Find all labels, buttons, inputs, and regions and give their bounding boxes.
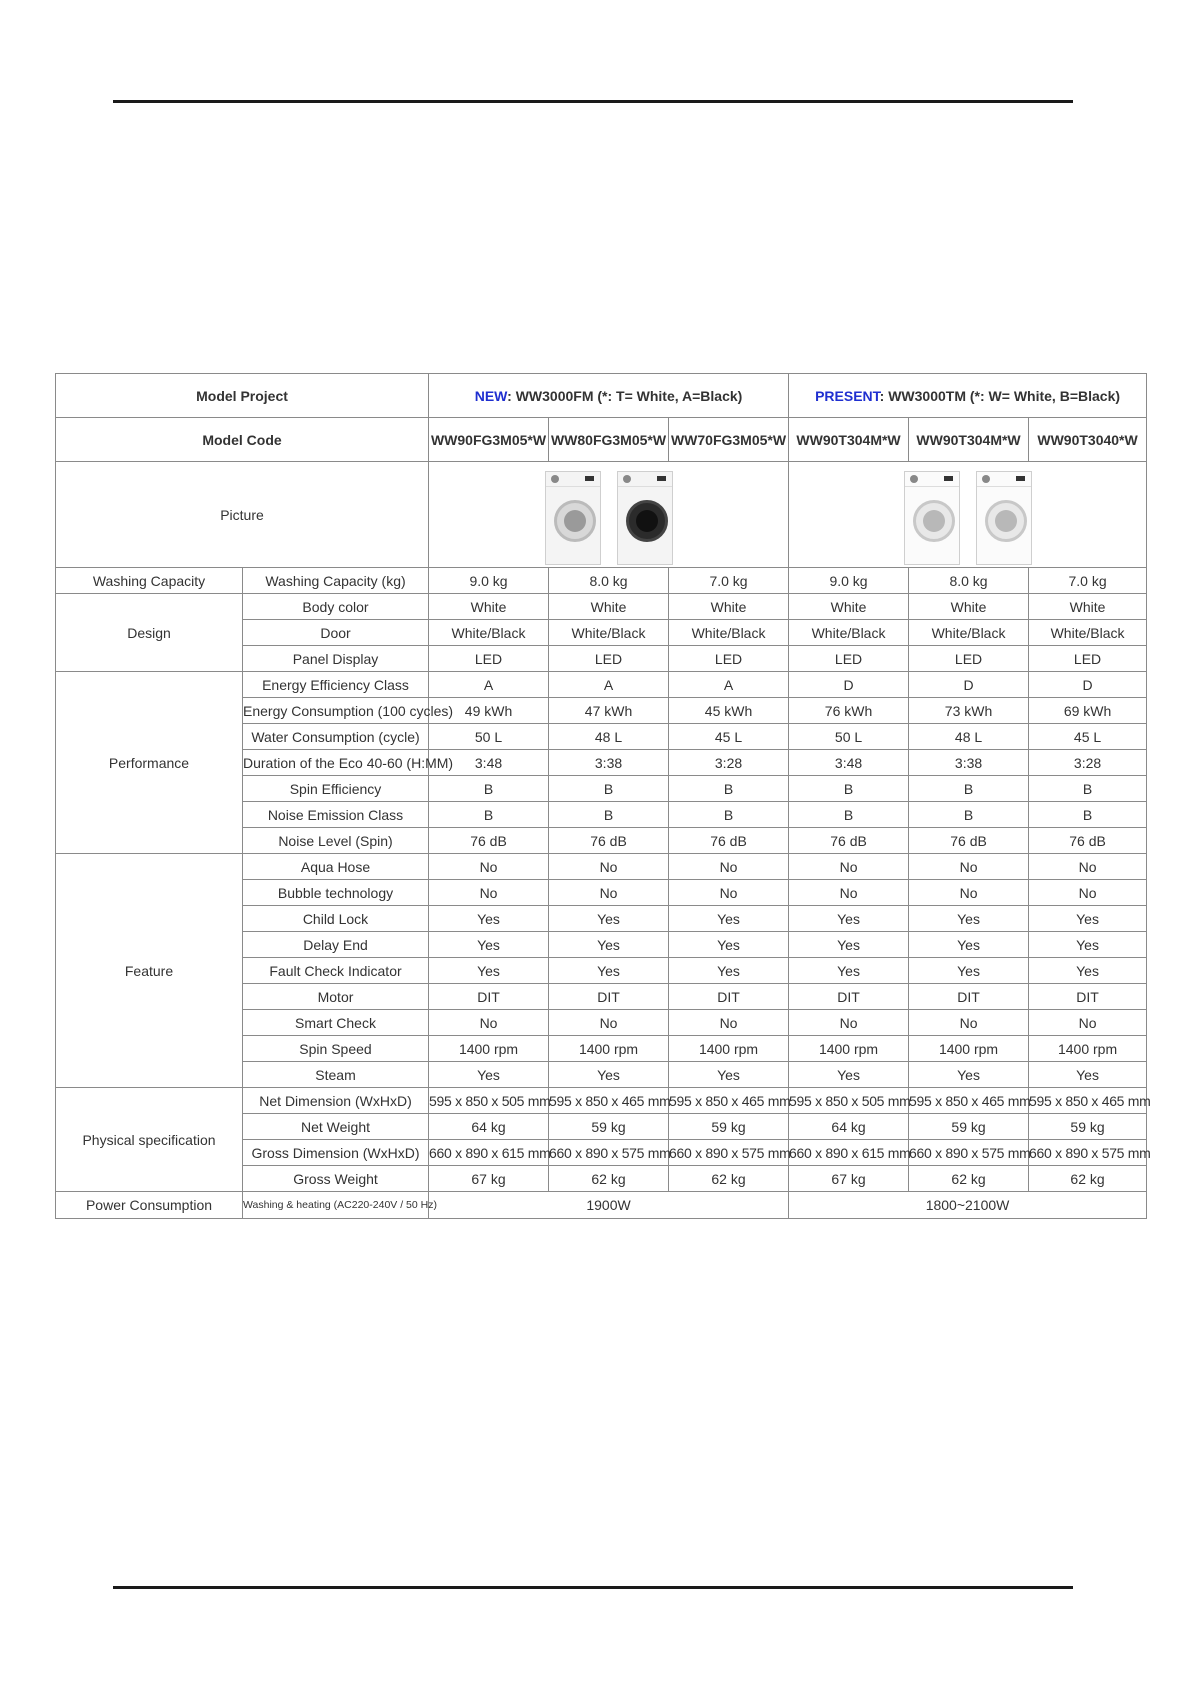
spec-value: 660 x 890 x 575 mm [909, 1140, 1029, 1166]
spec-label: Door [243, 620, 429, 646]
spec-label: Fault Check Indicator [243, 958, 429, 984]
spec-value: Yes [1029, 906, 1147, 932]
spec-value: 50 L [789, 724, 909, 750]
power-new-value: 1900W [429, 1192, 789, 1219]
spec-row [56, 854, 1147, 880]
spec-value: 3:48 [429, 750, 549, 776]
spec-label: Steam [243, 1062, 429, 1088]
spec-value: B [1029, 802, 1147, 828]
spec-value: 62 kg [549, 1166, 669, 1192]
spec-value: 45 kWh [669, 698, 789, 724]
spec-value: No [1029, 880, 1147, 906]
spec-label: Spin Efficiency [243, 776, 429, 802]
spec-value: 1400 rpm [429, 1036, 549, 1062]
spec-value: 49 kWh [429, 698, 549, 724]
spec-value: Yes [429, 932, 549, 958]
spec-label: Panel Display [243, 646, 429, 672]
power-label: Washing & heating (AC220-240V / 50 Hz) [243, 1192, 429, 1219]
spec-value: A [669, 672, 789, 698]
spec-value: 76 dB [789, 828, 909, 854]
model-code-cell: WW90T304M*W [789, 418, 909, 462]
new-models-picture [429, 462, 789, 568]
present-project-header [789, 374, 1147, 418]
spec-value: 660 x 890 x 575 mm [1029, 1140, 1147, 1166]
spec-comparison-table [55, 373, 1151, 1219]
section-washing: Washing Capacity [56, 568, 243, 594]
spec-value: 59 kg [549, 1114, 669, 1140]
model-code-label: Model Code [56, 418, 429, 462]
power-present-value: 1800~2100W [789, 1192, 1147, 1219]
spec-value: White [429, 594, 549, 620]
spec-row [56, 594, 1147, 620]
spec-value: D [789, 672, 909, 698]
spec-value: 660 x 890 x 615 mm [789, 1140, 909, 1166]
spec-label: Gross Weight [243, 1166, 429, 1192]
spec-value: White/Black [789, 620, 909, 646]
spec-value: 76 dB [429, 828, 549, 854]
spec-value: Yes [789, 932, 909, 958]
washer-white-image [545, 471, 601, 565]
spec-value: Yes [429, 958, 549, 984]
section-performance: Performance [56, 672, 243, 854]
spec-value: No [1029, 854, 1147, 880]
spec-label: Net Dimension (WxHxD) [243, 1088, 429, 1114]
spec-label: Spin Speed [243, 1036, 429, 1062]
model-project-label: Model Project [56, 374, 429, 418]
spec-value: 69 kWh [1029, 698, 1147, 724]
spec-value: Yes [549, 958, 669, 984]
section-design: Design [56, 594, 243, 672]
spec-value: White [549, 594, 669, 620]
spec-value: 595 x 850 x 505 mm [789, 1088, 909, 1114]
spec-value: 47 kWh [549, 698, 669, 724]
spec-value: A [429, 672, 549, 698]
washer-present-black-door-image [976, 471, 1032, 565]
spec-value: No [549, 854, 669, 880]
spec-value: DIT [909, 984, 1029, 1010]
spec-value: 1400 rpm [549, 1036, 669, 1062]
picture-label: Picture [56, 462, 429, 568]
spec-value: 3:28 [1029, 750, 1147, 776]
spec-value: 73 kWh [909, 698, 1029, 724]
spec-value: DIT [789, 984, 909, 1010]
spec-value: 76 kWh [789, 698, 909, 724]
spec-value: 1400 rpm [669, 1036, 789, 1062]
spec-value: LED [1029, 646, 1147, 672]
spec-value: No [789, 1010, 909, 1036]
spec-label: Body color [243, 594, 429, 620]
spec-value: 1400 rpm [789, 1036, 909, 1062]
spec-value: 3:38 [909, 750, 1029, 776]
spec-value: Yes [429, 906, 549, 932]
spec-value: 3:48 [789, 750, 909, 776]
spec-value: B [549, 776, 669, 802]
spec-label: Noise Emission Class [243, 802, 429, 828]
spec-value: Yes [909, 932, 1029, 958]
section-power: Power Consumption [56, 1192, 243, 1219]
spec-value: 45 L [669, 724, 789, 750]
spec-value: No [669, 1010, 789, 1036]
spec-value: No [549, 1010, 669, 1036]
spec-value: No [909, 1010, 1029, 1036]
spec-value: Yes [909, 906, 1029, 932]
spec-value: 67 kg [789, 1166, 909, 1192]
spec-value: D [909, 672, 1029, 698]
model-code-cell: WW90T3040*W [1029, 418, 1147, 462]
spec-value: White/Black [909, 620, 1029, 646]
spec-value: No [549, 880, 669, 906]
spec-label: Gross Dimension (WxHxD) [243, 1140, 429, 1166]
spec-value: 48 L [549, 724, 669, 750]
spec-value: D [1029, 672, 1147, 698]
spec-value: B [549, 802, 669, 828]
spec-label: Duration of the Eco 40-60 (H:MM) [243, 750, 429, 776]
spec-value: No [789, 854, 909, 880]
spec-value: White/Black [669, 620, 789, 646]
spec-value: B [909, 802, 1029, 828]
spec-row [56, 672, 1147, 698]
spec-value: 3:28 [669, 750, 789, 776]
spec-value: 1400 rpm [909, 1036, 1029, 1062]
spec-value: Yes [1029, 1062, 1147, 1088]
spec-value: 76 dB [909, 828, 1029, 854]
new-project-text: : WW3000FM (*: T= White, A=Black) [507, 387, 743, 404]
spec-label: Smart Check [243, 1010, 429, 1036]
spec-value: DIT [669, 984, 789, 1010]
spec-row [56, 1088, 1147, 1114]
spec-value: No [1029, 1010, 1147, 1036]
spec-label: Child Lock [243, 906, 429, 932]
spec-value: Yes [789, 1062, 909, 1088]
spec-value: A [549, 672, 669, 698]
spec-value: LED [669, 646, 789, 672]
spec-value: B [669, 776, 789, 802]
spec-value: LED [429, 646, 549, 672]
spec-value: 595 x 850 x 505 mm [429, 1088, 549, 1114]
spec-label: Noise Level (Spin) [243, 828, 429, 854]
spec-label: Motor [243, 984, 429, 1010]
spec-value: 595 x 850 x 465 mm [909, 1088, 1029, 1114]
spec-value: 1400 rpm [1029, 1036, 1147, 1062]
spec-value: B [1029, 776, 1147, 802]
spec-value: Yes [549, 1062, 669, 1088]
bottom-rule [113, 1586, 1073, 1589]
spec-value: No [429, 1010, 549, 1036]
spec-value: 7.0 kg [1029, 568, 1147, 594]
spec-value: 8.0 kg [549, 568, 669, 594]
spec-value: 595 x 850 x 465 mm [549, 1088, 669, 1114]
spec-value: B [789, 776, 909, 802]
spec-value: Yes [669, 906, 789, 932]
spec-label: Energy Consumption (100 cycles) [243, 698, 429, 724]
spec-value: No [429, 854, 549, 880]
model-code-cell: WW70FG3M05*W [669, 418, 789, 462]
spec-value: 595 x 850 x 465 mm [669, 1088, 789, 1114]
spec-value: 9.0 kg [789, 568, 909, 594]
spec-value: White/Black [549, 620, 669, 646]
spec-value: No [789, 880, 909, 906]
spec-value: 48 L [909, 724, 1029, 750]
spec-value: White [669, 594, 789, 620]
spec-value: DIT [429, 984, 549, 1010]
spec-value: B [789, 802, 909, 828]
spec-value: LED [549, 646, 669, 672]
spec-value: Yes [669, 958, 789, 984]
spec-label: Water Consumption (cycle) [243, 724, 429, 750]
spec-value: No [909, 880, 1029, 906]
spec-value: LED [789, 646, 909, 672]
spec-label: Net Weight [243, 1114, 429, 1140]
new-prefix: NEW [474, 387, 508, 404]
spec-value: 67 kg [429, 1166, 549, 1192]
spec-value: 76 dB [669, 828, 789, 854]
spec-value: No [909, 854, 1029, 880]
model-code-cell: WW90T304M*W [909, 418, 1029, 462]
spec-label: Energy Efficiency Class [243, 672, 429, 698]
spec-value: 76 dB [549, 828, 669, 854]
spec-value: Yes [909, 958, 1029, 984]
spec-value: B [909, 776, 1029, 802]
spec-value: B [669, 802, 789, 828]
washer-black-door-image [617, 471, 673, 565]
spec-value: DIT [549, 984, 669, 1010]
spec-value: Yes [789, 906, 909, 932]
spec-value: No [429, 880, 549, 906]
spec-value: DIT [1029, 984, 1147, 1010]
spec-value: 59 kg [669, 1114, 789, 1140]
spec-value: 62 kg [909, 1166, 1029, 1192]
spec-value: No [669, 880, 789, 906]
section-feature: Feature [56, 854, 243, 1088]
spec-value: 8.0 kg [909, 568, 1029, 594]
spec-value: Yes [669, 1062, 789, 1088]
spec-value: White [909, 594, 1029, 620]
spec-value: 76 dB [1029, 828, 1147, 854]
spec-label: Aqua Hose [243, 854, 429, 880]
spec-value: 62 kg [1029, 1166, 1147, 1192]
spec-value: Yes [549, 906, 669, 932]
spec-value: 3:38 [549, 750, 669, 776]
spec-value: Yes [669, 932, 789, 958]
present-project-text: : WW3000TM (*: W= White, B=Black) [879, 387, 1121, 404]
spec-label: Bubble technology [243, 880, 429, 906]
spec-value: 595 x 850 x 465 mm [1029, 1088, 1147, 1114]
spec-value: 45 L [1029, 724, 1147, 750]
new-project-header [429, 374, 789, 418]
spec-value: LED [909, 646, 1029, 672]
spec-value: Yes [1029, 932, 1147, 958]
model-code-cell: WW90FG3M05*W [429, 418, 549, 462]
spec-value: 64 kg [789, 1114, 909, 1140]
spec-value: White [1029, 594, 1147, 620]
spec-value: 50 L [429, 724, 549, 750]
section-physical: Physical specification [56, 1088, 243, 1192]
spec-label: Washing Capacity (kg) [243, 568, 429, 594]
spec-value: Yes [909, 1062, 1029, 1088]
present-prefix: PRESENT [815, 387, 880, 404]
spec-value: White/Black [1029, 620, 1147, 646]
present-models-picture [789, 462, 1147, 568]
spec-value: Yes [1029, 958, 1147, 984]
spec-value: 660 x 890 x 615 mm [429, 1140, 549, 1166]
spec-value: Yes [789, 958, 909, 984]
spec-value: B [429, 802, 549, 828]
spec-row [56, 568, 1147, 594]
washer-present-white-image [904, 471, 960, 565]
top-rule [113, 100, 1073, 103]
spec-value: 62 kg [669, 1166, 789, 1192]
spec-value: B [429, 776, 549, 802]
spec-value: 9.0 kg [429, 568, 549, 594]
spec-label: Delay End [243, 932, 429, 958]
spec-value: White/Black [429, 620, 549, 646]
spec-value: Yes [549, 932, 669, 958]
spec-value: 660 x 890 x 575 mm [669, 1140, 789, 1166]
spec-value: 59 kg [1029, 1114, 1147, 1140]
spec-value: 59 kg [909, 1114, 1029, 1140]
spec-value: Yes [429, 1062, 549, 1088]
spec-value: 660 x 890 x 575 mm [549, 1140, 669, 1166]
spec-value: 7.0 kg [669, 568, 789, 594]
spec-value: No [669, 854, 789, 880]
spec-value: White [789, 594, 909, 620]
spec-value: 64 kg [429, 1114, 549, 1140]
model-code-cell: WW80FG3M05*W [549, 418, 669, 462]
